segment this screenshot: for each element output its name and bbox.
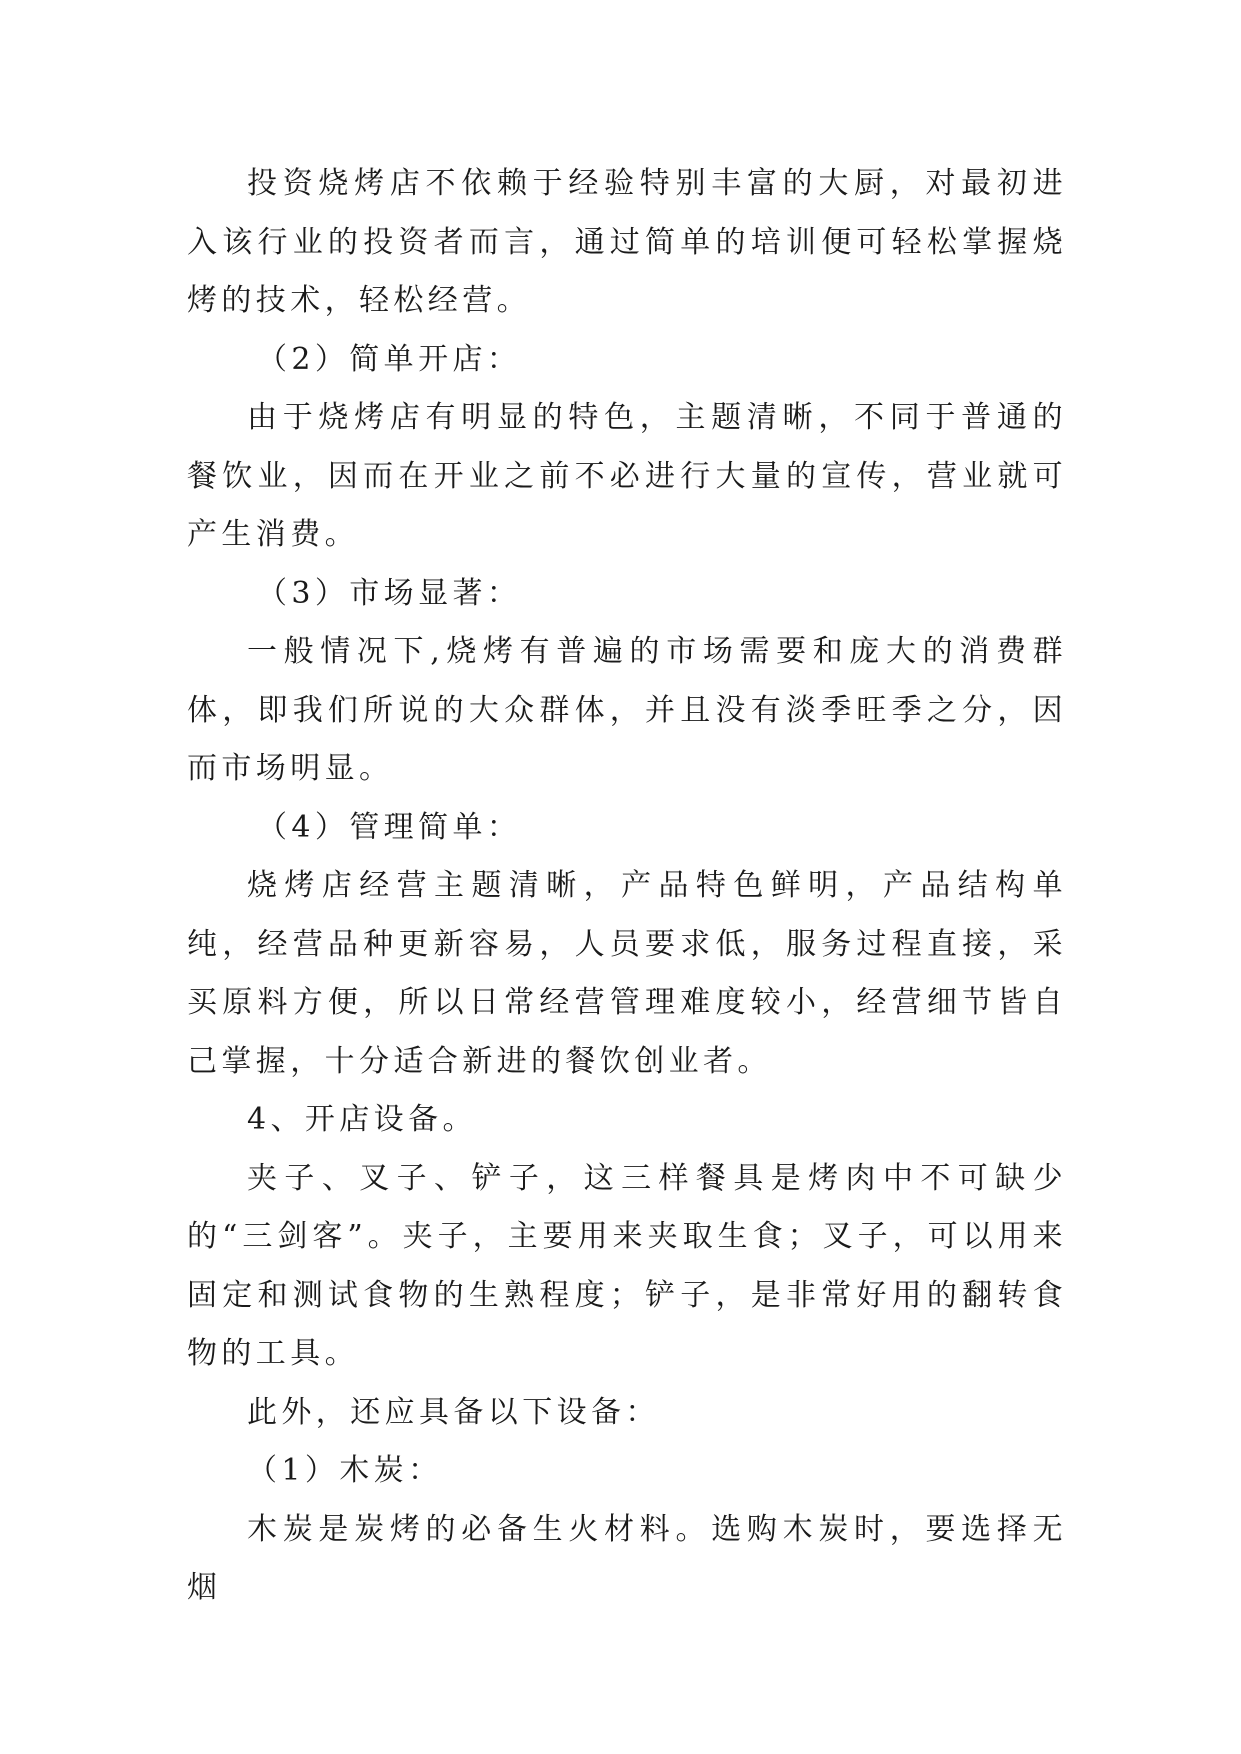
document-body	[187, 155, 1067, 1618]
paragraph: 由于烧烤店有明显的特色，主题清晰，不同于普通的餐饮业，因而在开业之前不必进行大量的宣传，营业就可产生消费。	[187, 400, 1067, 552]
paragraph: 一般情况下,烧烤有普遍的市场需要和庞大的消费群体，即我们所说的大众群体，并且没有淡季旺季之分，因而市场明显。	[187, 634, 1067, 786]
paragraph: 此外，还应具备以下设备：	[247, 1394, 660, 1430]
numbered-heading: 4、开店设备。	[247, 1102, 477, 1137]
section-heading: （2）简单开店：	[257, 341, 522, 377]
section-heading: （1）木炭：	[247, 1453, 443, 1488]
paragraph: 投资烧烤店不依赖于经验特别丰富的大厨，对最初进入该行业的投资者而言，通过简单的培训便可轻松掌握烧烤的技术，轻松经营。	[187, 166, 1067, 318]
paragraph: 烧烤店经营主题清晰，产品特色鲜明，产品结构单纯，经营品种更新容易，人员要求低，服务过程直接，采买原料方便，所以日常经营管理难度较小，经营细节皆自己掌握，十分适合新进的餐饮创业者。	[187, 868, 1067, 1079]
section-heading: （4）管理简单：	[257, 809, 522, 845]
paragraph: 夹子、叉子、铲子，这三样餐具是烤肉中不可缺少的“三剑客”。夹子，主要用来夹取生食；叉子，可以用来固定和测试食物的生熟程度；铲子，是非常好用的翻转食物的工具。	[187, 1160, 1067, 1371]
section-heading: （3）市场显著：	[257, 575, 522, 611]
paragraph: 木炭是炭烤的必备生火材料。选购木炭时，要选择无烟	[187, 1511, 1067, 1605]
